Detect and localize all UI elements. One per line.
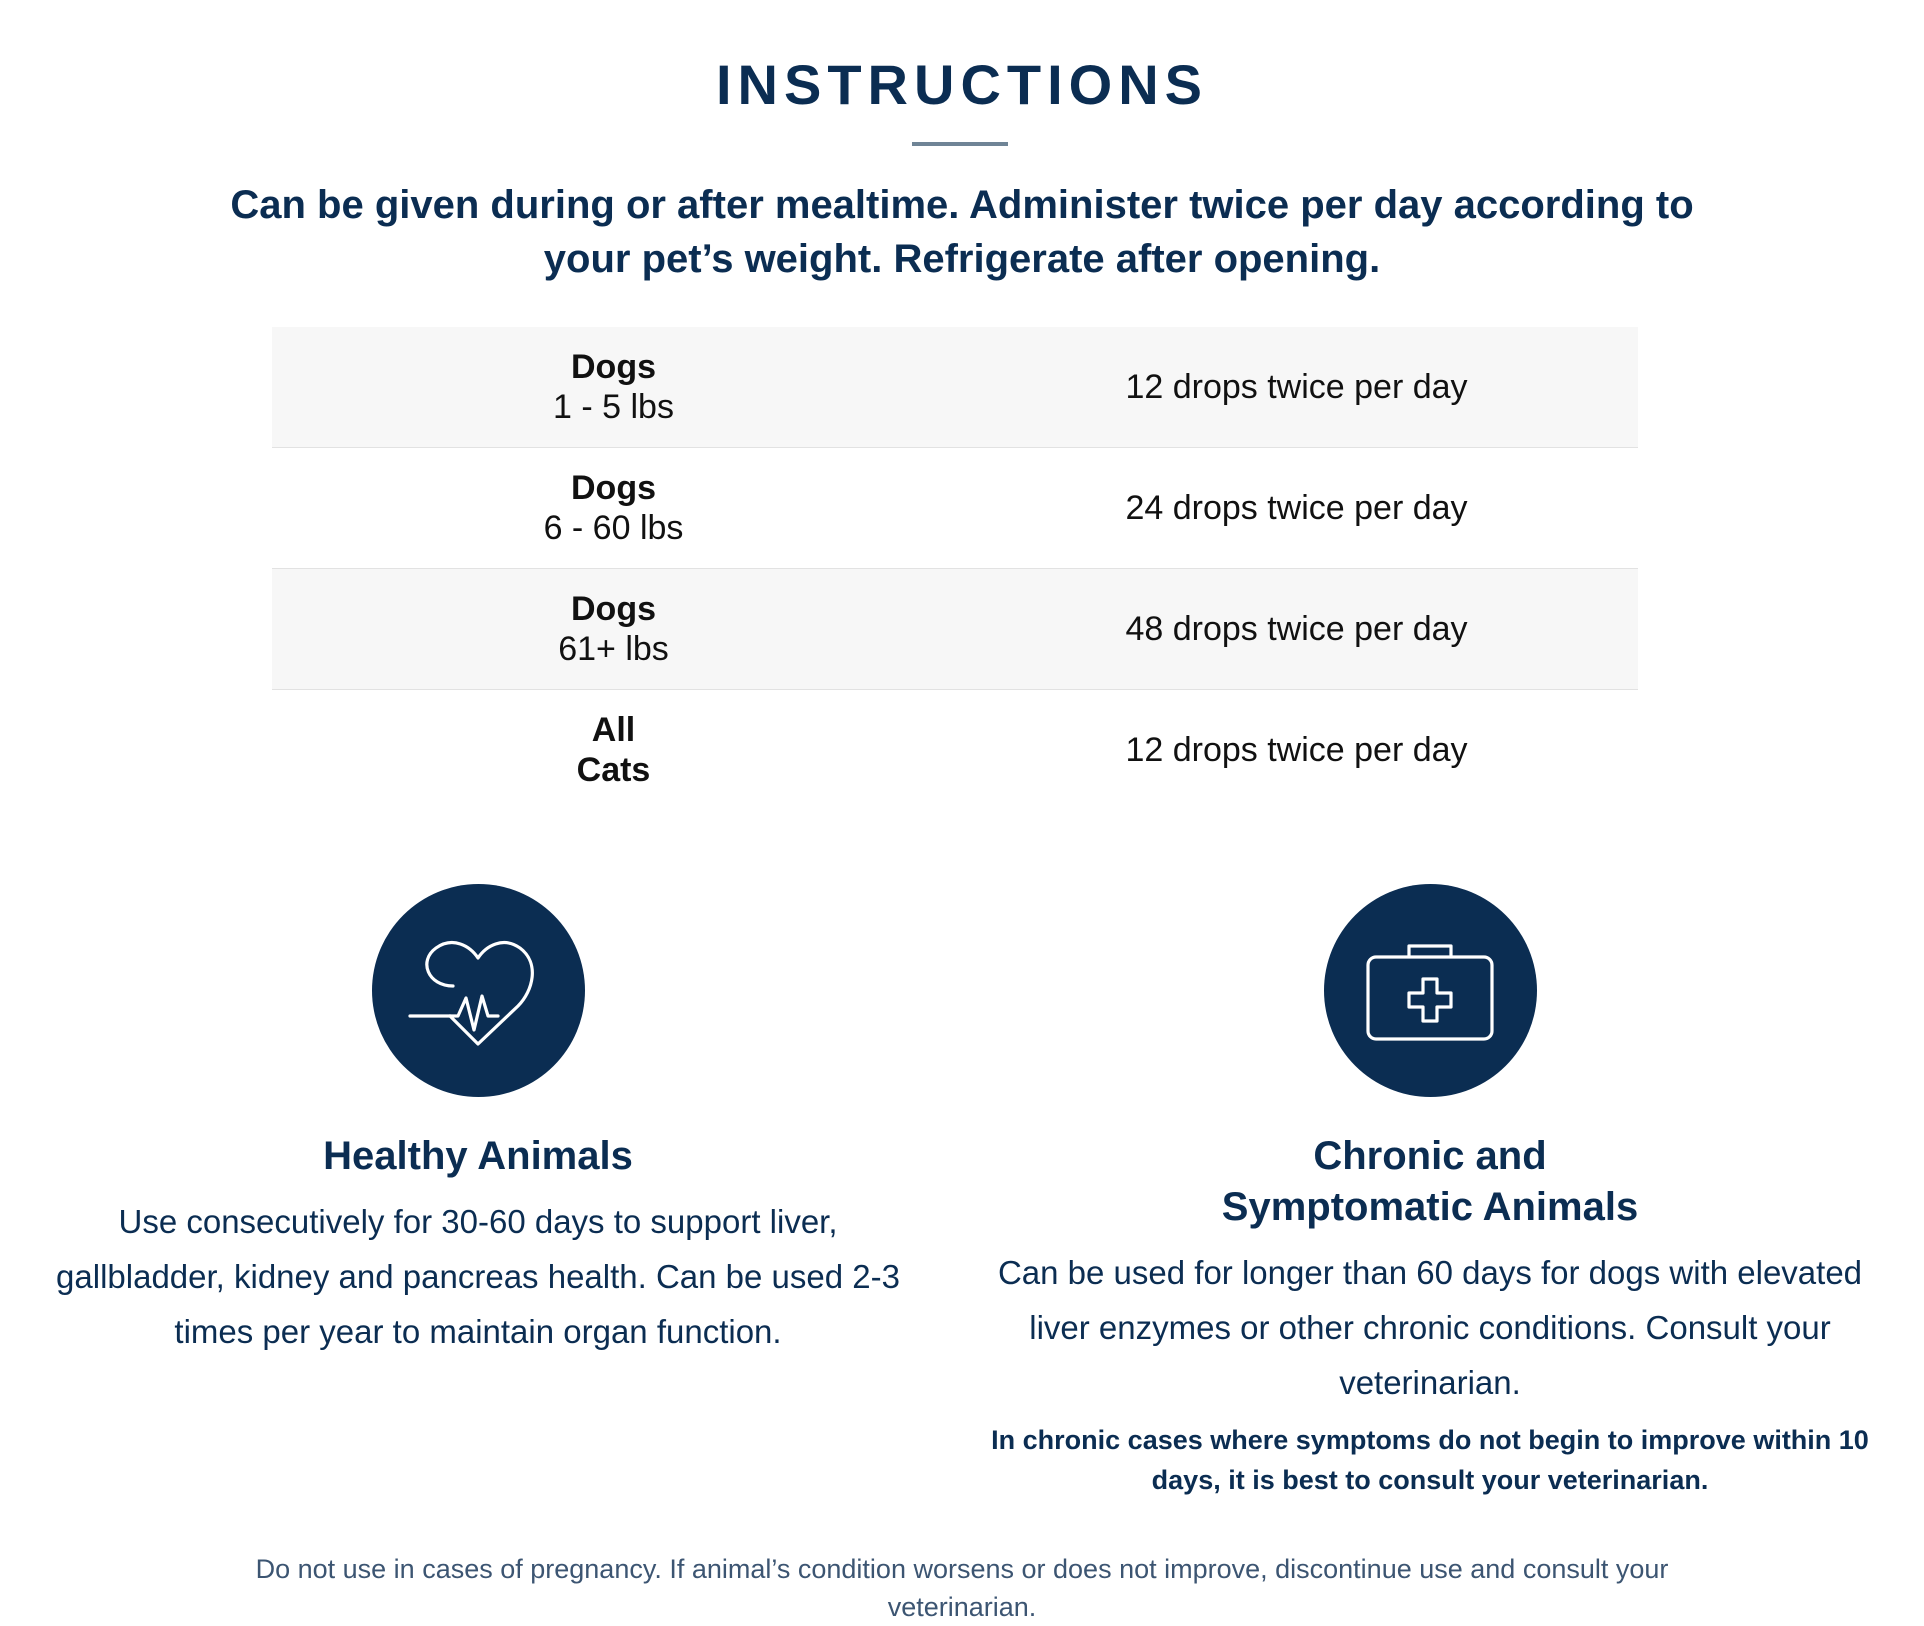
- healthy-animals-body: Use consecutively for 30-60 days to support liver, gallbladder, kidney and pancreas health. Can be used 2-3 times per year to maintain organ function.: [56, 1203, 900, 1350]
- dosage-row: [272, 690, 1638, 811]
- weight-range: 1 - 5 lbs: [553, 388, 674, 426]
- instructions-intro: Can be given during or after mealtime. Administer twice per day according to your pet’s weight. Refrigerate after opening.: [230, 183, 1694, 281]
- title-divider: [912, 142, 1008, 146]
- dosage-table: [272, 327, 1638, 810]
- chronic-animals-title: [980, 1131, 1880, 1233]
- chronic-animals-section: [980, 884, 1880, 1500]
- instructions-title: INSTRUCTIONS: [716, 53, 1208, 116]
- dosage-row: [272, 448, 1638, 569]
- species-label: Dogs: [571, 590, 656, 628]
- chronic-animals-note: In chronic cases where symptoms do not begin to improve within 10 days, it is best to consult your veterinarian.: [991, 1425, 1869, 1495]
- dosage-row: [272, 569, 1638, 690]
- animal-cell: [272, 569, 955, 690]
- dose-cell: 48 drops twice per day: [955, 569, 1638, 690]
- species-label: Dogs: [571, 469, 656, 507]
- healthy-animals-section: [40, 884, 916, 1359]
- chronic-title-line2: Symptomatic Animals: [1221, 1185, 1639, 1229]
- dose-cell: 12 drops twice per day: [955, 690, 1638, 811]
- species-label: All: [591, 711, 636, 749]
- species-label: Dogs: [571, 348, 656, 386]
- animal-cell: [272, 690, 955, 811]
- chronic-animals-body: Can be used for longer than 60 days for dogs with elevated liver enzymes or other chronic conditions. Consult your veterinarian.: [997, 1254, 1863, 1401]
- healthy-animals-title: Healthy Animals: [323, 1134, 633, 1178]
- animal-cell: [272, 327, 955, 448]
- weight-range: 61+ lbs: [558, 630, 669, 668]
- dosage-row: [272, 327, 1638, 448]
- heart-pulse-icon: [372, 884, 585, 1097]
- weight-range: 6 - 60 lbs: [543, 509, 684, 547]
- animal-cell: [272, 448, 955, 569]
- dose-cell: 12 drops twice per day: [955, 327, 1638, 448]
- footer-disclaimer: Do not use in cases of pregnancy. If animal’s condition worsens or does not improve, discontinue use and consult your veterinarian.: [255, 1554, 1669, 1622]
- dose-cell: 24 drops twice per day: [955, 448, 1638, 569]
- chronic-title-line1: Chronic and: [1313, 1134, 1547, 1178]
- first-aid-kit-icon: [1324, 884, 1537, 1097]
- weight-range: Cats: [576, 751, 651, 789]
